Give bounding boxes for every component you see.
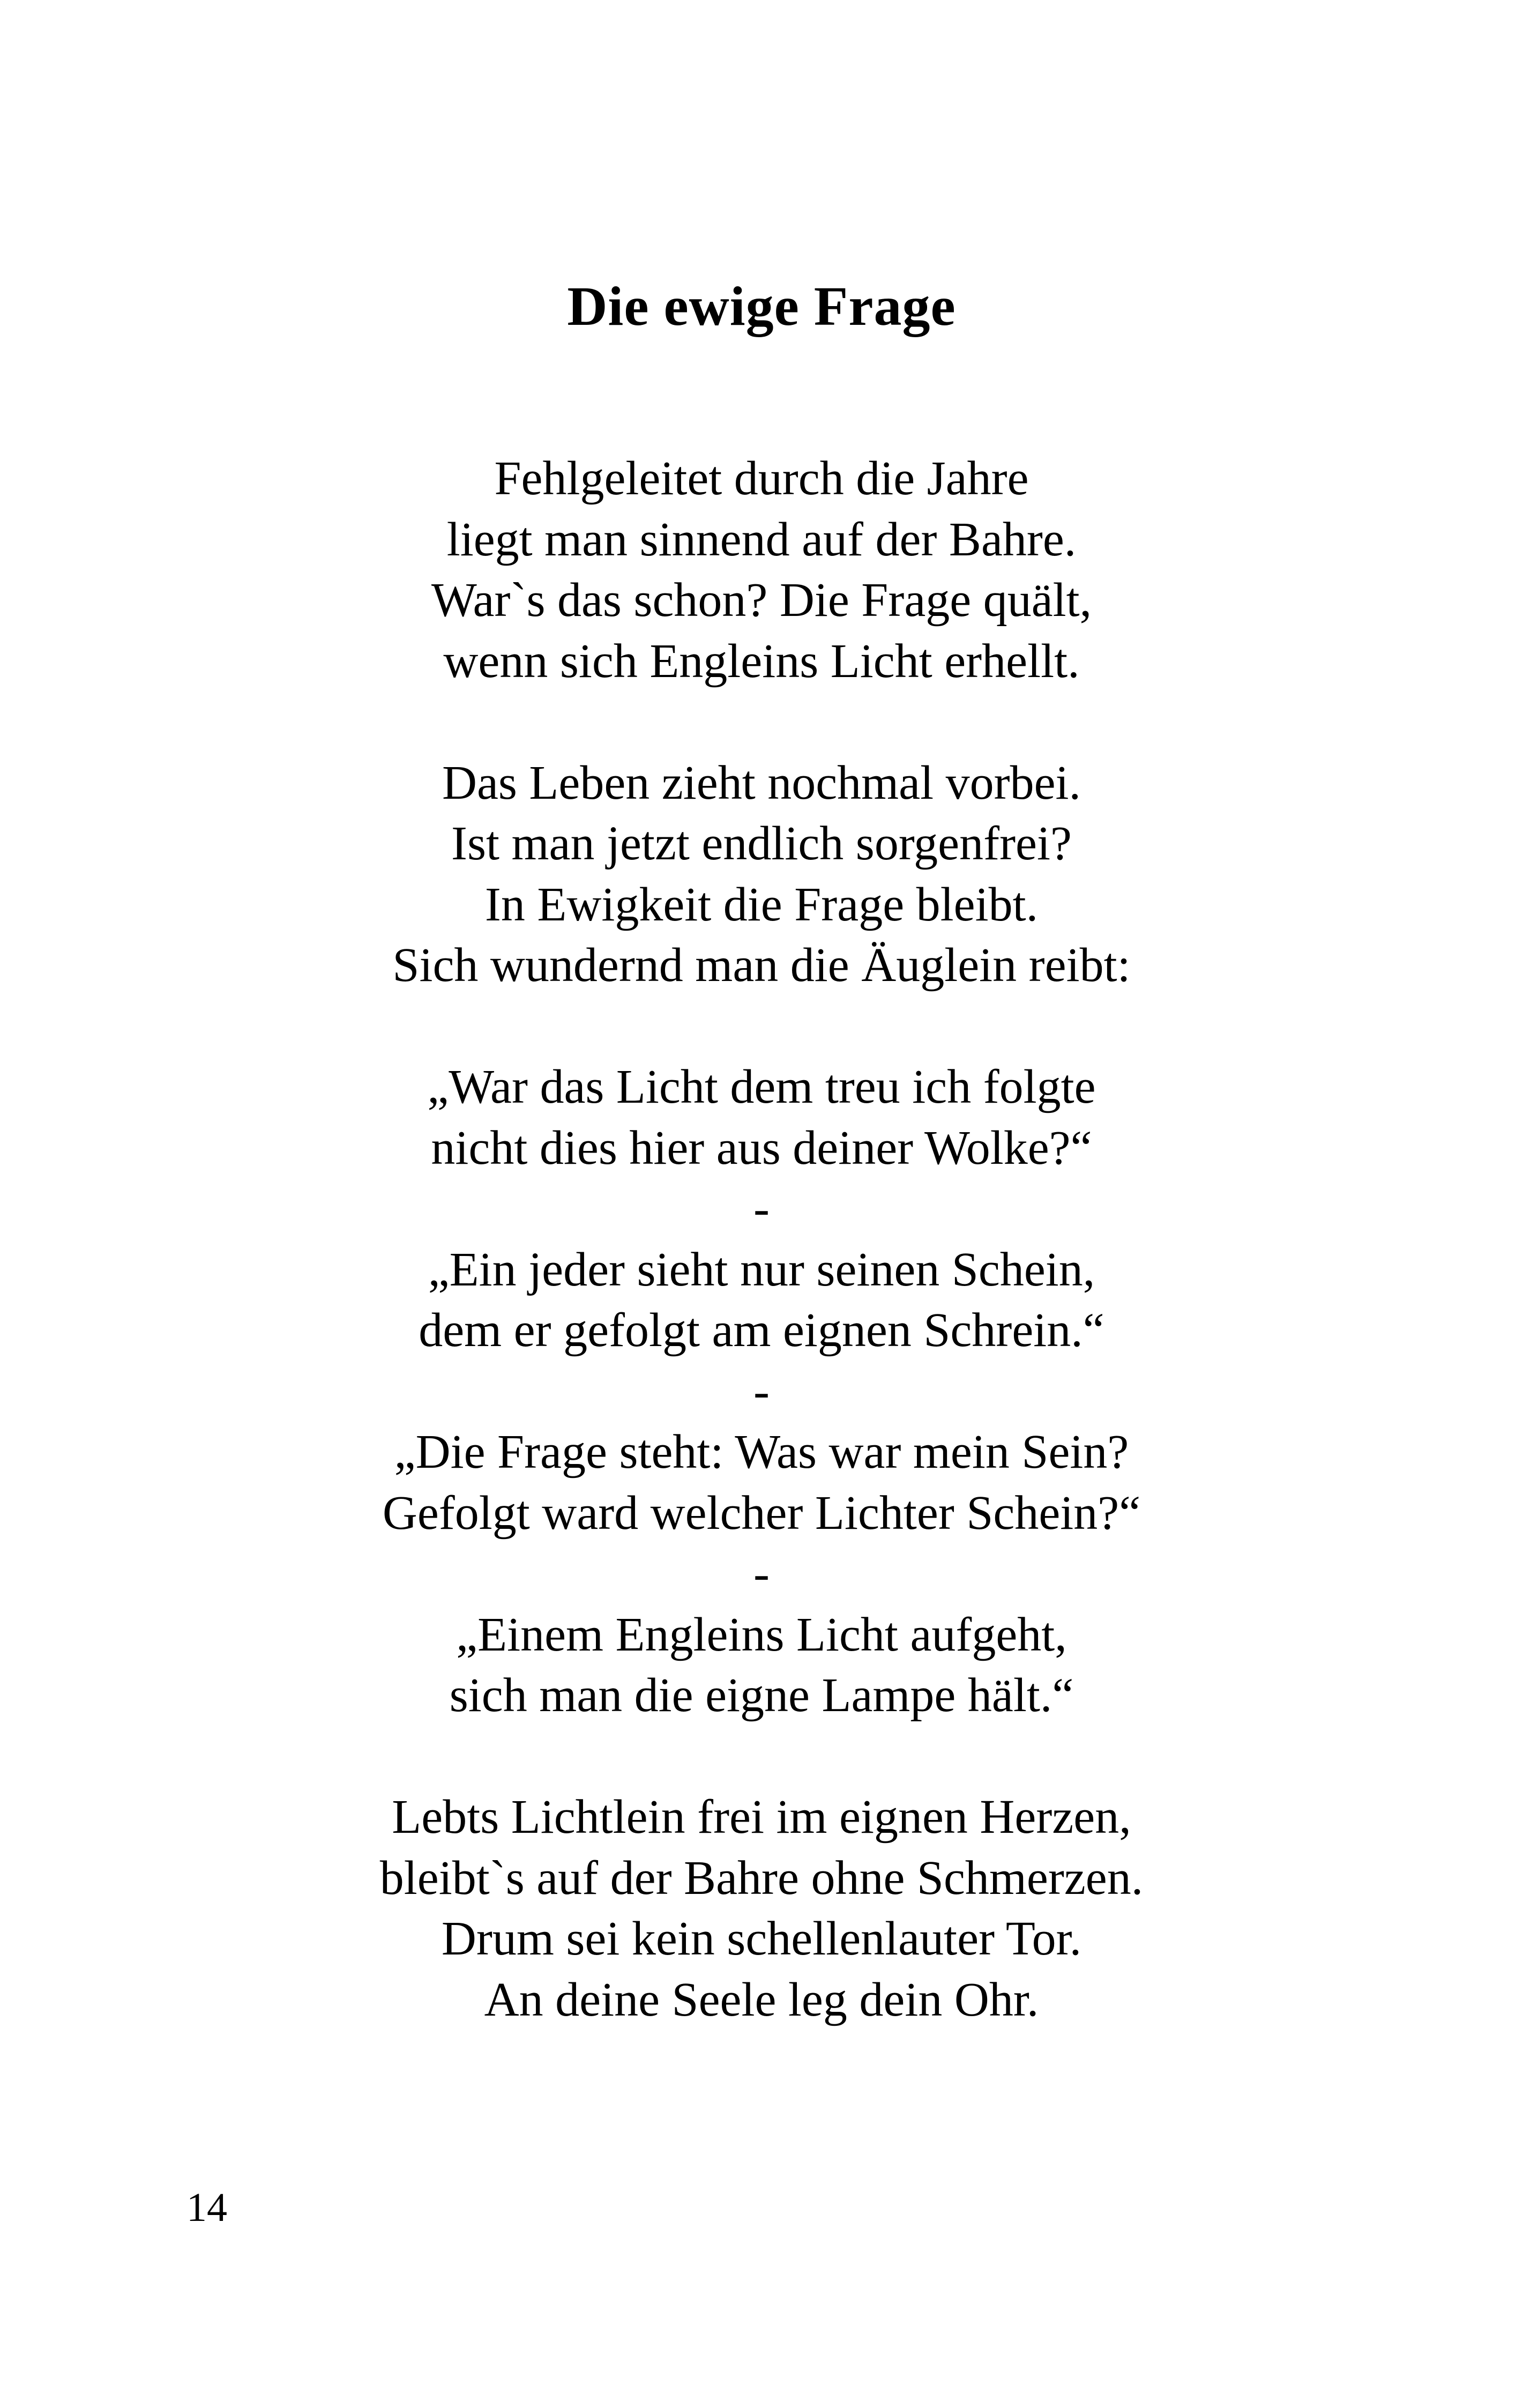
poem-line: dem er gefolgt am eignen Schrein.“	[419, 1304, 1104, 1357]
poem-line: sich man die eigne Lampe hält.“	[449, 1669, 1074, 1722]
stanza-break	[0, 1726, 1523, 1787]
poem-line: War`s das schon? Die Frage quält,	[431, 574, 1092, 627]
poem-line: Gefolgt ward welcher Lichter Schein?“	[382, 1486, 1141, 1540]
page-number: 14	[186, 2185, 227, 2230]
poem-line: „War das Licht dem treu ich folgte	[427, 1060, 1096, 1113]
stanza-break	[0, 692, 1523, 753]
poem-line: „Die Frage steht: Was war mein Sein?	[394, 1425, 1129, 1478]
poem-line: Sich wundernd man die Äuglein reibt:	[392, 939, 1131, 992]
poem-line: Ist man jetzt endlich sorgenfrei?	[451, 817, 1072, 870]
dialogue-separator: -	[753, 1364, 770, 1418]
poem-line: Fehlgeleitet durch die Jahre	[494, 452, 1029, 505]
poem-line: An deine Seele leg dein Ohr.	[484, 1973, 1039, 2026]
poem-line: „Einem Engleins Licht aufgeht,	[456, 1608, 1067, 1661]
poem-line: Das Leben zieht nochmal vorbei.	[442, 756, 1081, 809]
stanza-4	[0, 1787, 1523, 2030]
poem-line: liegt man sinnend auf der Bahre.	[446, 512, 1077, 566]
poem-line: Drum sei kein schellenlauter Tor.	[441, 1912, 1082, 1965]
poem-body	[0, 448, 1523, 2030]
poem-line: nicht dies hier aus deiner Wolke?“	[431, 1121, 1092, 1175]
stanza-1	[0, 448, 1523, 692]
stanza-break	[0, 996, 1523, 1057]
dialogue-separator: -	[753, 1547, 770, 1600]
poem-line: bleibt`s auf der Bahre ohne Schmerzen.	[379, 1851, 1144, 1905]
poem-line: wenn sich Engleins Licht erhellt.	[443, 634, 1080, 688]
stanza-2	[0, 753, 1523, 996]
poem-title: Die ewige Frage	[567, 275, 956, 337]
poem-line: In Ewigkeit die Frage bleibt.	[484, 878, 1039, 931]
poem-line: „Ein jeder sieht nur seinen Schein,	[428, 1243, 1095, 1296]
dialogue-separator: -	[753, 1182, 770, 1235]
poem-line: Lebts Lichtlein frei im eignen Herzen,	[392, 1790, 1131, 1844]
stanza-3	[0, 1057, 1523, 1726]
